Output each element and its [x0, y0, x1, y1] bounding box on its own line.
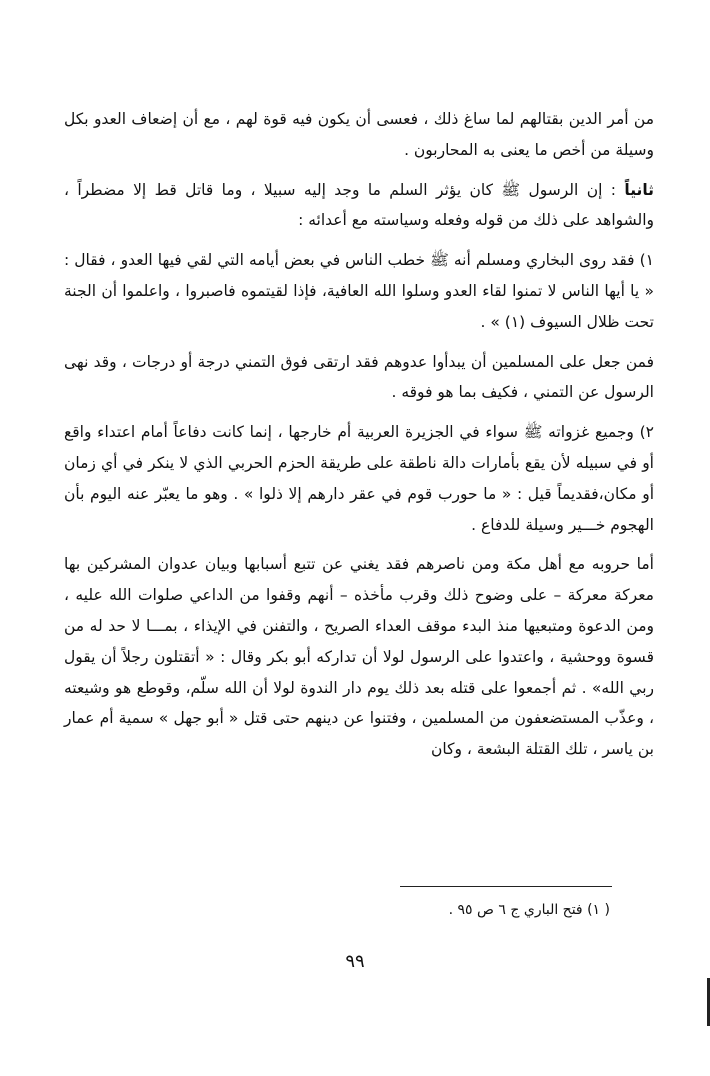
footnote-divider [400, 886, 612, 887]
footnote: ( ١) فتح الباري ج ٦ ص ٩٥ . [448, 902, 610, 918]
body-text [64, 104, 654, 774]
paragraph-6 [64, 549, 654, 765]
paragraph-4 [64, 347, 654, 409]
paragraph-2 [64, 175, 654, 237]
paragraph-5 [64, 417, 654, 540]
paragraph-2-text: : إن الرسول ﷺ كان يؤثر السلم ما وجد إليه سبيلا ، وما قاتل قط إلا مضطراً ، والشواهد على ذلك من قوله وفعله وسياسته مع أعدائه : [64, 180, 654, 230]
paragraph-1-text: من أمر الدين بقتالهم لما ساغ ذلك ، فعسى أن يكون فيه قوة لهم ، مع أن إضعاف العدو بكل وسيلة من أخص ما يعنى به المحاربون . [64, 110, 654, 159]
paragraph-5-text: ٢) وجميع غزواته ﷺ سواء في الجزيرة العربية أم خارجها ، إنما كانت دفاعاً أمام اعتداء واقع أو في سبيله لأن يقع بأمارات دالة ناطقة على طريقة الحزم الحربي الذي لا ينكر في أي زمان أو مكان،فقديماً قيل : « ما حورب قوم في عقر دارهم إلا ذلوا » . وهو ما يعبّر عنه اليوم بأن الهجوم خـــير وسيلة للدفاع . [64, 423, 654, 534]
paragraph-3-text: ١) فقد روى البخاري ومسلم أنه ﷺ خطب الناس في بعض أيامه التي لقي فيها العدو ، فقال : « يا أيها الناس لا تمنوا لقاء العدو وسلوا الله العافية، فإذا لقيتموه فاصبروا ، واعلموا أن الجنة تحت ظلال السيوف (١) » . [64, 251, 654, 331]
paragraph-2-lead: ثانياً [624, 180, 654, 199]
paragraph-4-text: فمن جعل على المسلمين أن يبدأوا عدوهم فقد ارتقى فوق التمني درجة أو درجات ، وقد نهى الرسول عن التمني ، فكيف بما هو فوقه . [64, 352, 654, 402]
paragraph-3 [64, 245, 654, 337]
paragraph-6-text: أما حروبه مع أهل مكة ومن ناصرهم فقد يغني عن تتبع أسبابها وبيان عدوان المشركين بها معركة معركة – على وضوح ذلك وقرب مأخذه – أنهم وقفوا من الداعي صلوات الله عليه ، ومن الدعوة ومتبعيها منذ البدء موقف العداء الصريح ، والتفنن في الإيذاء ، بمـــا لا حد له من قسوة ووحشية ، واعتدوا على الرسول لولا أن تداركه أبو بكر وقال : « أتقتلون رجلاً أن يقول ربي الله» . ثم أجمعوا على قتله بعد ذلك يوم دار الندوة لولا أن الله سلّم، وقوطع هو وشيعته ، وعذّب المستضعفون من المسلمين ، وفتنوا عن دينهم حتى قتل « أبو جهل » سمية أم عمار بن ياسر ، تلك القتلة البشعة ، وكان [64, 555, 654, 759]
paragraph-1 [64, 104, 654, 166]
page-number: ٩٩ [345, 951, 365, 972]
